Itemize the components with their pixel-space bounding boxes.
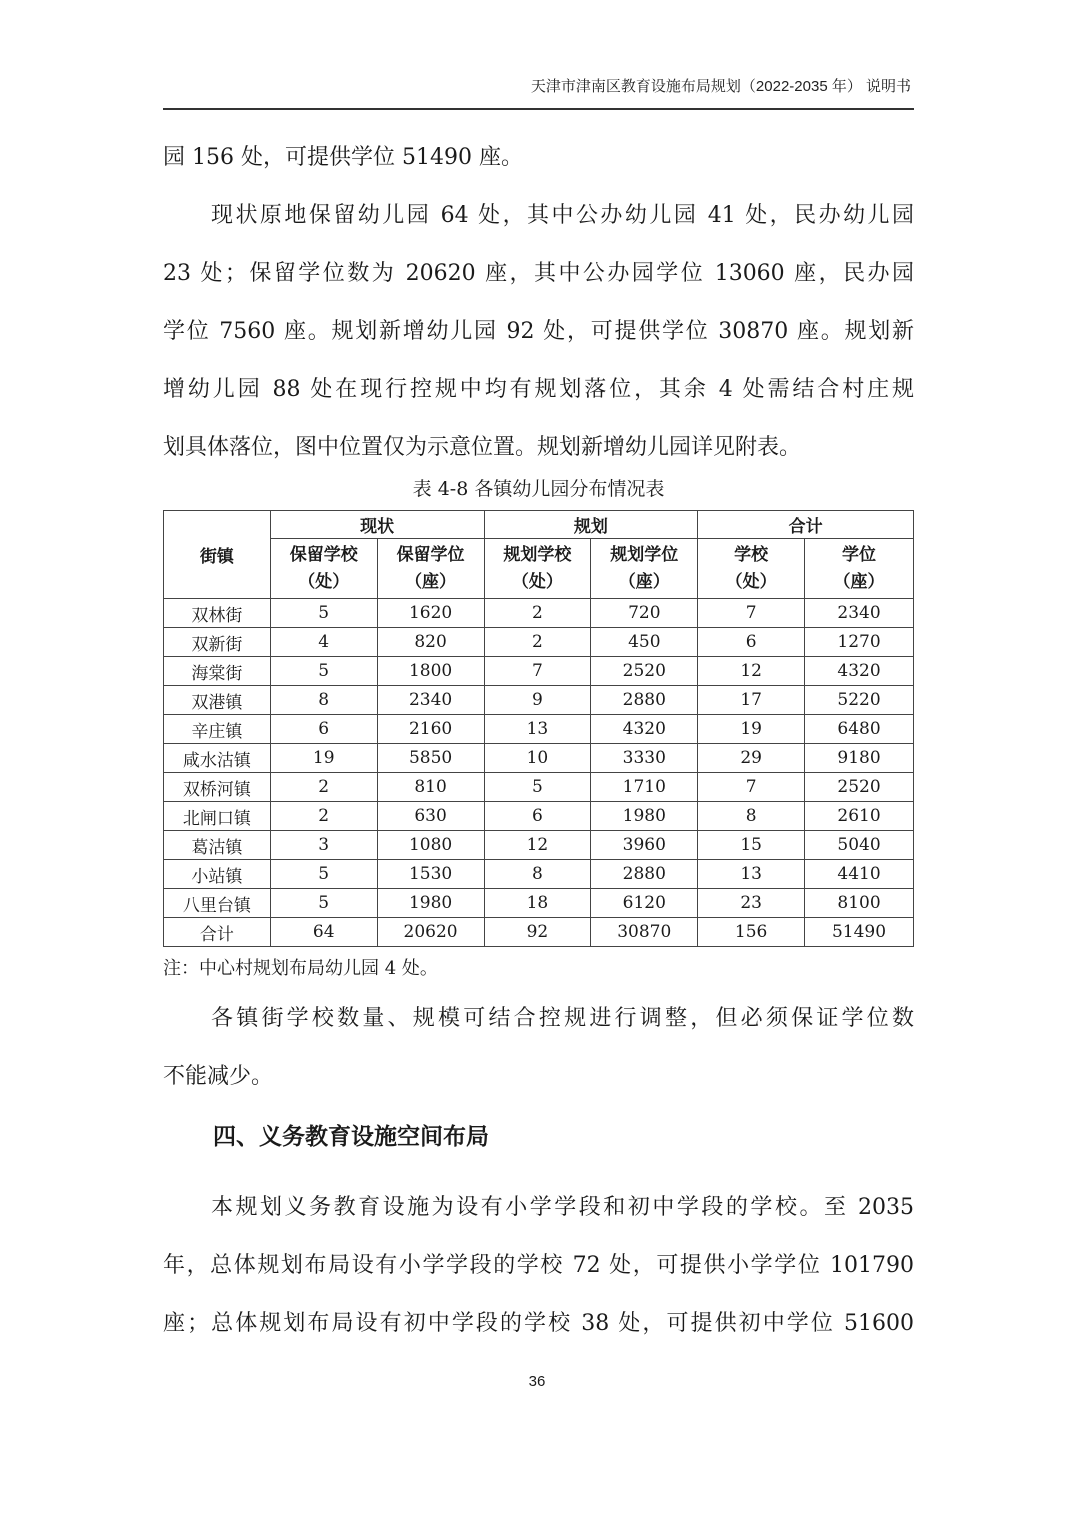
paragraph-line: 23 处；保留学位数为 20620 座，其中公办园学位 13060 座，民办园 <box>163 261 914 286</box>
paragraph-continuation <box>163 129 914 187</box>
table-cell: 2160 <box>377 715 484 744</box>
table-cell: 5 <box>270 889 377 918</box>
column-header-unit: （座） <box>618 571 670 592</box>
table-row <box>164 802 914 831</box>
paragraph-line: 本规划义务教育设施为设有小学学段和初中学段的学校。至 2035 <box>211 1195 914 1220</box>
paragraph-line: 增幼儿园 88 处在现行控规中均有规划落位，其余 4 处需结合村庄规 <box>163 377 914 402</box>
table-cell: 1980 <box>591 802 698 831</box>
district-cell: 小站镇 <box>164 860 271 889</box>
column-header-name: 学位 <box>842 544 877 565</box>
table-cell: 2520 <box>591 657 698 686</box>
table-cell: 6480 <box>805 715 914 744</box>
column-header-name: 保留学校 <box>289 544 358 565</box>
table-cell: 1270 <box>805 628 914 657</box>
table-cell: 5 <box>270 599 377 628</box>
table-row <box>164 744 914 773</box>
column-header <box>270 539 377 599</box>
table-cell: 8 <box>270 686 377 715</box>
table-cell: 4320 <box>805 657 914 686</box>
table-cell: 4 <box>270 628 377 657</box>
table-cell: 6120 <box>591 889 698 918</box>
column-group-planned: 规划 <box>484 511 698 539</box>
table-cell: 29 <box>698 744 805 773</box>
district-cell: 北闸口镇 <box>164 802 271 831</box>
column-header <box>591 539 698 599</box>
table-cell: 17 <box>698 686 805 715</box>
table-cell: 2610 <box>805 802 914 831</box>
district-cell: 双桥河镇 <box>164 773 271 802</box>
table-row <box>164 686 914 715</box>
table-cell: 10 <box>484 744 591 773</box>
table-cell: 3 <box>270 831 377 860</box>
table-cell: 2880 <box>591 860 698 889</box>
paragraph-line: 年，总体规划布局设有小学学段的学校 72 处，可提供小学学位 101790 <box>163 1253 914 1278</box>
table-cell: 3960 <box>591 831 698 860</box>
column-header <box>698 539 805 599</box>
paragraph-compulsory-education <box>163 1179 914 1353</box>
table-cell: 1800 <box>377 657 484 686</box>
table-cell: 1980 <box>377 889 484 918</box>
table-cell: 51490 <box>805 918 914 947</box>
table-cell: 7 <box>698 773 805 802</box>
column-header-name: 保留学位 <box>396 544 465 565</box>
column-header-name: 规划学位 <box>610 544 679 565</box>
table-cell: 64 <box>270 918 377 947</box>
column-group-existing: 现状 <box>270 511 484 539</box>
table-cell: 2340 <box>377 686 484 715</box>
table-row <box>164 889 914 918</box>
column-header-name: 学校 <box>734 544 769 565</box>
kindergarten-distribution-table <box>163 510 914 947</box>
table-subheader-row <box>164 539 914 599</box>
table-header-row <box>164 511 914 539</box>
district-cell: 双港镇 <box>164 686 271 715</box>
paragraph-line: 现状原地保留幼儿园 64 处，其中公办幼儿园 41 处，民办幼儿园 <box>211 203 914 228</box>
column-group-total: 合计 <box>698 511 914 539</box>
table-cell: 19 <box>698 715 805 744</box>
paragraph-line: 各镇街学校数量、规模可结合控规进行调整，但必须保证学位数 <box>211 1006 914 1031</box>
table-cell: 2 <box>270 802 377 831</box>
table-row <box>164 628 914 657</box>
district-cell: 双林街 <box>164 599 271 628</box>
table-cell: 13 <box>484 715 591 744</box>
table-cell: 5 <box>484 773 591 802</box>
paragraph-line: 不能减少。 <box>163 1064 274 1089</box>
table-cell: 5220 <box>805 686 914 715</box>
table-cell: 810 <box>377 773 484 802</box>
table-cell: 1530 <box>377 860 484 889</box>
paragraph-line: 园 156 处，可提供学位 51490 座。 <box>163 145 523 170</box>
table-cell: 450 <box>591 628 698 657</box>
paragraph-line: 学位 7560 座。规划新增幼儿园 92 处，可提供学位 30870 座。规划新 <box>163 319 914 344</box>
table-cell: 15 <box>698 831 805 860</box>
column-header <box>805 539 914 599</box>
paragraph-adjustment <box>163 990 914 1106</box>
column-header <box>377 539 484 599</box>
table-row <box>164 715 914 744</box>
table-cell: 9180 <box>805 744 914 773</box>
district-cell: 咸水沽镇 <box>164 744 271 773</box>
paragraph-line: 座；总体规划布局设有初中学段的学校 38 处，可提供初中学位 51600 <box>163 1311 914 1336</box>
table-cell: 13 <box>698 860 805 889</box>
column-header <box>484 539 591 599</box>
column-header-unit: （座） <box>405 571 457 592</box>
district-cell: 合计 <box>164 918 271 947</box>
table-cell: 5850 <box>377 744 484 773</box>
column-header-name: 规划学校 <box>503 544 572 565</box>
table-cell: 2340 <box>805 599 914 628</box>
table-cell: 156 <box>698 918 805 947</box>
table-cell: 1620 <box>377 599 484 628</box>
table-cell: 630 <box>377 802 484 831</box>
district-cell: 八里台镇 <box>164 889 271 918</box>
table-cell: 2 <box>270 773 377 802</box>
table-cell: 2 <box>484 599 591 628</box>
table-cell: 6 <box>484 802 591 831</box>
section-heading: 四、义务教育设施空间布局 <box>213 1124 489 1150</box>
table-caption: 表 4-8 各镇幼儿园分布情况表 <box>412 478 665 500</box>
table-cell: 2520 <box>805 773 914 802</box>
table-cell: 12 <box>484 831 591 860</box>
district-cell: 双新街 <box>164 628 271 657</box>
table-row <box>164 773 914 802</box>
table-row <box>164 657 914 686</box>
page-number: 36 <box>528 1373 546 1390</box>
table-cell: 820 <box>377 628 484 657</box>
table-cell: 5 <box>270 657 377 686</box>
table-cell: 720 <box>591 599 698 628</box>
table-cell: 8 <box>698 802 805 831</box>
table-cell: 8 <box>484 860 591 889</box>
table-cell: 92 <box>484 918 591 947</box>
table-cell: 7 <box>484 657 591 686</box>
header-divider <box>163 108 914 110</box>
column-header-unit: （座） <box>833 571 885 592</box>
table-cell: 8100 <box>805 889 914 918</box>
district-cell: 葛沽镇 <box>164 831 271 860</box>
table-cell: 19 <box>270 744 377 773</box>
table-cell: 12 <box>698 657 805 686</box>
table-total-row <box>164 918 914 947</box>
table-cell: 1710 <box>591 773 698 802</box>
table-cell: 6 <box>270 715 377 744</box>
district-cell: 辛庄镇 <box>164 715 271 744</box>
column-header-unit: （处） <box>511 571 563 592</box>
table-cell: 5 <box>270 860 377 889</box>
column-header-unit: （处） <box>725 571 777 592</box>
table-cell: 3330 <box>591 744 698 773</box>
table-cell: 9 <box>484 686 591 715</box>
table-row <box>164 860 914 889</box>
table-cell: 20620 <box>377 918 484 947</box>
table-cell: 2 <box>484 628 591 657</box>
table-cell: 4320 <box>591 715 698 744</box>
paragraph-existing-kindergartens <box>163 187 914 477</box>
table-cell: 6 <box>698 628 805 657</box>
paragraph-line: 划具体落位，图中位置仅为示意位置。规划新增幼儿园详见附表。 <box>163 435 802 460</box>
table-cell: 30870 <box>591 918 698 947</box>
district-cell: 海棠街 <box>164 657 271 686</box>
column-header-unit: （处） <box>298 571 350 592</box>
table-row <box>164 831 914 860</box>
table-cell: 5040 <box>805 831 914 860</box>
column-header-district: 街镇 <box>164 511 271 599</box>
table-cell: 23 <box>698 889 805 918</box>
table-note: 注：中心村规划布局幼儿园 4 处。 <box>163 958 438 979</box>
table-cell: 4410 <box>805 860 914 889</box>
table-cell: 7 <box>698 599 805 628</box>
table-row <box>164 599 914 628</box>
table-cell: 2880 <box>591 686 698 715</box>
table-cell: 1080 <box>377 831 484 860</box>
table-cell: 18 <box>484 889 591 918</box>
running-header: 天津市津南区教育设施布局规划（2022-2035 年） 说明书 <box>530 78 911 95</box>
